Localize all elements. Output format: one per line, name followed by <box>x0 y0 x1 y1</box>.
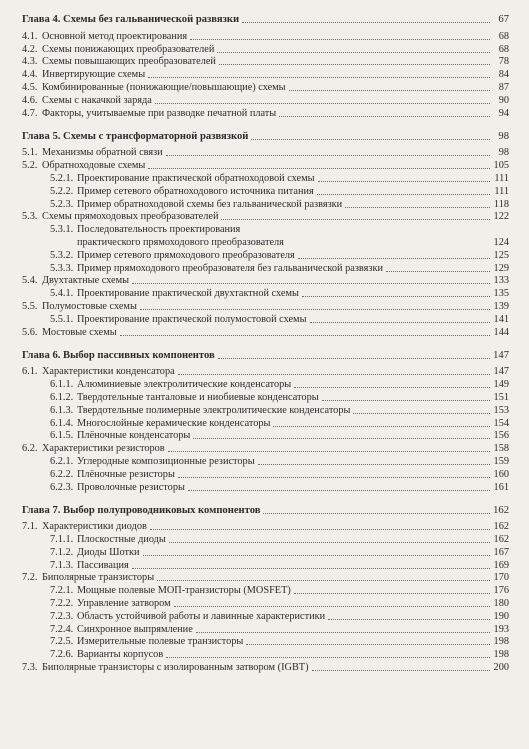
section-number: 7.2.5. <box>50 636 74 648</box>
section-number: 6.2.2. <box>50 468 74 480</box>
section-number: 7.3. <box>22 662 38 674</box>
section-number: 7.1. <box>22 521 38 533</box>
section-title: Управление затвором <box>77 598 171 610</box>
section-title: Область устойчивой работы и лавинные характеристики <box>77 610 326 622</box>
page-number: 198 <box>493 649 509 661</box>
section-title: Основной метод проектирования <box>42 30 188 42</box>
dot-leader <box>345 207 490 208</box>
section-number: 6.1.4. <box>50 417 74 429</box>
page-number: 129 <box>493 262 509 274</box>
page-number: 68 <box>498 30 509 42</box>
toc-subsection-entry[interactable] <box>0 430 509 443</box>
section-title: Мощные полевые МОП-транзисторы (MOSFET) <box>77 585 291 597</box>
page-number: 154 <box>493 417 509 429</box>
section-number: 5.1. <box>22 147 38 159</box>
section-title: Диоды Шотки <box>77 546 140 558</box>
section-number: 7.2.4. <box>50 623 74 635</box>
page-number: 111 <box>494 185 509 197</box>
page-number: 162 <box>493 504 509 516</box>
section-number: 4.4. <box>22 69 38 81</box>
toc-subsection-entry[interactable] <box>0 417 509 430</box>
section-title: Схемы с накачкой заряда <box>42 94 152 106</box>
chapter-title: Глава 4. Схемы без гальванической развязки <box>22 14 240 25</box>
section-title: Двухтактные схемы <box>42 275 130 287</box>
section-title: Схемы понижающих преобразователей <box>42 43 215 55</box>
toc-section-entry[interactable] <box>0 211 509 224</box>
toc-subsection-entry[interactable] <box>0 597 509 610</box>
dot-leader <box>190 39 490 40</box>
dot-leader <box>386 271 490 272</box>
page-number: 78 <box>498 56 509 68</box>
page-number: 176 <box>493 585 509 597</box>
section-number: 6.2.1. <box>50 455 74 467</box>
page-number: 167 <box>493 546 509 558</box>
dot-leader <box>188 490 490 491</box>
section-title: Твердотельные полимерные электролитические конденсаторы <box>77 404 351 416</box>
toc-subsection-entry[interactable] <box>0 287 509 300</box>
dot-leader <box>218 358 490 359</box>
section-title: Полумостовые схемы <box>42 300 137 312</box>
page-number: 190 <box>493 610 509 622</box>
page-number: 180 <box>493 598 509 610</box>
section-title: Углеродные композиционные резисторы <box>77 455 255 467</box>
page-number: 84 <box>498 69 509 81</box>
page-number: 198 <box>493 636 509 648</box>
toc-subsection-entry[interactable] <box>0 559 509 572</box>
section-title: Плёночные резисторы <box>77 468 175 480</box>
section-title: Характеристики конденсатора <box>42 366 175 378</box>
section-title: Факторы, учитываемые при разводке печатной платы <box>42 107 277 119</box>
section-title: Биполярные транзисторы <box>42 572 155 584</box>
dot-leader <box>217 52 490 53</box>
toc-section-entry[interactable] <box>0 68 509 81</box>
toc-section-entry[interactable] <box>0 326 509 339</box>
toc-subsection-entry[interactable] <box>0 584 509 597</box>
section-number: 4.7. <box>22 107 38 119</box>
toc-subsection-entry[interactable] <box>0 404 509 417</box>
page-number: 139 <box>493 300 509 312</box>
toc-subsection-entry[interactable] <box>0 623 509 636</box>
toc-subsection-entry[interactable] <box>0 391 509 404</box>
dot-leader <box>251 139 490 140</box>
section-title: Характеристики диодов <box>42 521 147 533</box>
page-number: 153 <box>493 404 509 416</box>
dot-leader <box>178 477 490 478</box>
toc-subsection-entry[interactable] <box>0 648 509 661</box>
page-number: 200 <box>493 662 509 674</box>
dot-leader <box>196 632 490 633</box>
section-title: Схемы повышающих преобразователей <box>42 56 216 68</box>
section-number: 7.1.3. <box>50 559 74 571</box>
toc-section-entry[interactable] <box>0 94 509 107</box>
dot-leader <box>279 116 490 117</box>
section-number: 6.2.3. <box>50 481 74 493</box>
dot-leader <box>298 258 490 259</box>
page-number: 162 <box>493 521 509 533</box>
section-number: 5.5. <box>22 300 38 312</box>
dot-leader <box>312 670 490 671</box>
page-number: 98 <box>498 147 509 159</box>
dot-leader <box>294 593 490 594</box>
section-number: 4.6. <box>22 94 38 106</box>
section-number: 6.1.2. <box>50 391 74 403</box>
dot-leader <box>143 555 490 556</box>
section-number: 5.2. <box>22 160 38 172</box>
dot-leader <box>178 374 490 375</box>
toc-section-entry[interactable] <box>0 521 509 534</box>
dot-leader <box>273 426 490 427</box>
dot-leader <box>157 580 490 581</box>
dot-leader <box>166 657 490 658</box>
dot-leader <box>120 335 490 336</box>
chapter-heading[interactable] <box>0 503 509 517</box>
dot-leader <box>168 451 490 452</box>
page-number: 156 <box>493 430 509 442</box>
page-number: 67 <box>498 14 509 25</box>
dot-leader <box>140 309 490 310</box>
section-number: 5.3.3. <box>50 262 74 274</box>
dot-leader <box>150 529 490 530</box>
toc-entry-continuation[interactable] <box>0 236 509 249</box>
section-number: 5.2.2. <box>50 185 74 197</box>
dot-leader <box>263 513 490 514</box>
page-number: 159 <box>493 455 509 467</box>
section-number: 7.2.1. <box>50 585 74 597</box>
toc-section-entry[interactable] <box>0 107 509 120</box>
section-number: 4.1. <box>22 30 38 42</box>
page-number: 68 <box>498 43 509 55</box>
page-number: 170 <box>493 572 509 584</box>
section-number: 4.2. <box>22 43 38 55</box>
chapter-title: Глава 6. Выбор пассивных компонентов <box>22 349 215 361</box>
toc-subsection-entry[interactable] <box>0 546 509 559</box>
section-number: 4.5. <box>22 81 38 93</box>
section-title: Биполярные транзисторы с изолированным затвором (IGBT) <box>42 662 309 674</box>
section-title: Пример сетевого обратноходового источника питания <box>77 185 314 197</box>
toc-subsection-entry[interactable] <box>0 223 509 236</box>
toc-subsection-entry[interactable] <box>0 262 509 275</box>
section-title: Плоскостные диоды <box>77 534 166 546</box>
section-number: 6.1.5. <box>50 430 74 442</box>
table-of-contents <box>0 12 529 674</box>
dot-leader <box>174 606 490 607</box>
chapter-title: Глава 7. Выбор полупроводниковых компонентов <box>22 504 261 516</box>
toc-subsection-entry[interactable] <box>0 378 509 391</box>
section-number: 5.3.2. <box>50 249 74 261</box>
section-number: 5.3.1. <box>50 224 74 236</box>
toc-section-entry[interactable] <box>0 442 509 455</box>
dot-leader <box>289 90 490 91</box>
dot-leader <box>242 22 490 23</box>
toc-section-entry[interactable] <box>0 43 509 56</box>
section-number: 6.1.3. <box>50 404 74 416</box>
page-number: 125 <box>493 249 509 261</box>
section-title: Пассивация <box>77 559 129 571</box>
dot-leader <box>166 155 490 156</box>
dot-leader <box>221 219 490 220</box>
dot-leader <box>155 103 490 104</box>
toc-section-entry[interactable] <box>0 572 509 585</box>
section-number: 6.1. <box>22 366 38 378</box>
dot-leader <box>169 542 490 543</box>
section-title: Многослойные керамические конденсаторы <box>77 417 271 429</box>
section-number: 7.2.6. <box>50 649 74 661</box>
dot-leader <box>318 181 490 182</box>
dot-leader <box>219 64 490 65</box>
toc-subsection-entry[interactable] <box>0 172 509 185</box>
section-title: Пример сетевого прямоходового преобразователя <box>77 249 295 261</box>
section-title: Пример обратноходовой схемы без гальванической развязки <box>77 198 343 210</box>
toc-section-entry[interactable] <box>0 366 509 379</box>
section-number: 5.4.1. <box>50 288 74 300</box>
chapter-heading[interactable] <box>0 12 509 26</box>
toc-section-entry[interactable] <box>0 275 509 288</box>
section-title: Комбинированные (понижающие/повышающие) схемы <box>42 81 286 93</box>
section-number: 4.3. <box>22 56 38 68</box>
section-title: Пример прямоходового преобразователя без гальванической развязки <box>77 262 383 274</box>
dot-leader <box>148 77 490 78</box>
toc-subsection-entry[interactable] <box>0 481 509 494</box>
section-title: Инвертирующие схемы <box>42 69 146 81</box>
page-number: 118 <box>493 198 509 210</box>
toc-subsection-entry[interactable] <box>0 533 509 546</box>
toc-section-entry[interactable] <box>0 661 509 674</box>
page-number: 135 <box>493 288 509 300</box>
dot-leader <box>258 464 490 465</box>
toc-subsection-entry[interactable] <box>0 636 509 649</box>
page-number: 122 <box>493 211 509 223</box>
toc-section-entry[interactable] <box>0 81 509 94</box>
section-number: 7.2.2. <box>50 598 74 610</box>
page-number: 160 <box>493 468 509 480</box>
page-number: 133 <box>493 275 509 287</box>
page-number: 90 <box>498 94 509 106</box>
section-title: Алюминиевые электролитические конденсаторы <box>77 379 292 391</box>
dot-leader <box>310 322 491 323</box>
chapter-title: Глава 5. Схемы с трансформаторной развязкой <box>22 130 249 142</box>
section-title: Последовательность проектирования <box>77 224 241 236</box>
page-number: 169 <box>493 559 509 571</box>
page-number: 111 <box>494 172 509 184</box>
dot-leader <box>294 387 490 388</box>
toc-subsection-entry[interactable] <box>0 198 509 211</box>
dot-leader <box>193 438 490 439</box>
page-number: 87 <box>498 81 509 93</box>
page-number: 124 <box>493 236 509 248</box>
page-number: 149 <box>493 379 509 391</box>
page-number: 144 <box>493 326 509 338</box>
page-number: 147 <box>493 349 509 361</box>
toc-section-entry[interactable] <box>0 159 509 172</box>
dot-leader <box>302 296 490 297</box>
section-title: Измерительные полевые транзисторы <box>77 636 244 648</box>
toc-subsection-entry[interactable] <box>0 455 509 468</box>
page-number: 158 <box>493 443 509 455</box>
toc-subsection-entry[interactable] <box>0 185 509 198</box>
toc-subsection-entry[interactable] <box>0 313 509 326</box>
page-number: 98 <box>498 130 509 142</box>
section-title: Проектирование практической полумостовой схемы <box>77 313 307 325</box>
dot-leader <box>328 619 490 620</box>
section-number: 5.2.3. <box>50 198 74 210</box>
toc-subsection-entry[interactable] <box>0 610 509 623</box>
page-number: 105 <box>493 160 509 172</box>
section-title: Проволочные резисторы <box>77 481 185 493</box>
section-number: 7.1.2. <box>50 546 74 558</box>
section-number: 5.6. <box>22 326 38 338</box>
section-title: Синхронное выпрямление <box>77 623 193 635</box>
section-title: Проектирование практической обратноходовой схемы <box>77 172 315 184</box>
section-title: Схемы прямоходовых преобразователей <box>42 211 219 223</box>
dot-leader <box>317 194 490 195</box>
page-number: 141 <box>493 313 509 325</box>
section-number: 6.1.1. <box>50 379 74 391</box>
chapter-heading[interactable] <box>0 129 509 143</box>
dot-leader <box>353 413 490 414</box>
section-number: 7.1.1. <box>50 534 74 546</box>
toc-section-entry[interactable] <box>0 300 509 313</box>
section-title: Проектирование практической двухтактной схемы <box>77 288 299 300</box>
toc-subsection-entry[interactable] <box>0 249 509 262</box>
section-title: Твердотельные танталовые и ниобиевые конденсаторы <box>77 391 319 403</box>
section-title: Характеристики резисторов <box>42 443 165 455</box>
page-number: 161 <box>493 481 509 493</box>
dot-leader <box>132 283 490 284</box>
page-number: 162 <box>493 534 509 546</box>
toc-section-entry[interactable] <box>0 147 509 160</box>
dot-leader <box>246 644 490 645</box>
section-number: 6.2. <box>22 443 38 455</box>
section-title: Мостовые схемы <box>42 326 117 338</box>
dot-leader <box>132 568 490 569</box>
toc-subsection-entry[interactable] <box>0 468 509 481</box>
section-number: 5.5.1. <box>50 313 74 325</box>
section-number: 5.4. <box>22 275 38 287</box>
section-number: 5.2.1. <box>50 172 74 184</box>
section-title: практического прямоходового преобразователя <box>77 236 284 248</box>
section-title: Плёночные конденсаторы <box>77 430 191 442</box>
section-title: Обратноходовые схемы <box>42 160 146 172</box>
page-number: 151 <box>493 391 509 403</box>
section-number: 7.2.3. <box>50 610 74 622</box>
toc-section-entry[interactable] <box>0 56 509 69</box>
page-number: 94 <box>498 107 509 119</box>
page-number: 193 <box>493 623 509 635</box>
section-title: Механизмы обратной связи <box>42 147 163 159</box>
chapter-heading[interactable] <box>0 348 509 362</box>
section-title: Варианты корпусов <box>77 649 164 661</box>
section-number: 7.2. <box>22 572 38 584</box>
dot-leader <box>322 400 490 401</box>
toc-section-entry[interactable] <box>0 30 509 43</box>
section-number: 5.3. <box>22 211 38 223</box>
page-number: 147 <box>493 366 509 378</box>
dot-leader <box>148 168 490 169</box>
